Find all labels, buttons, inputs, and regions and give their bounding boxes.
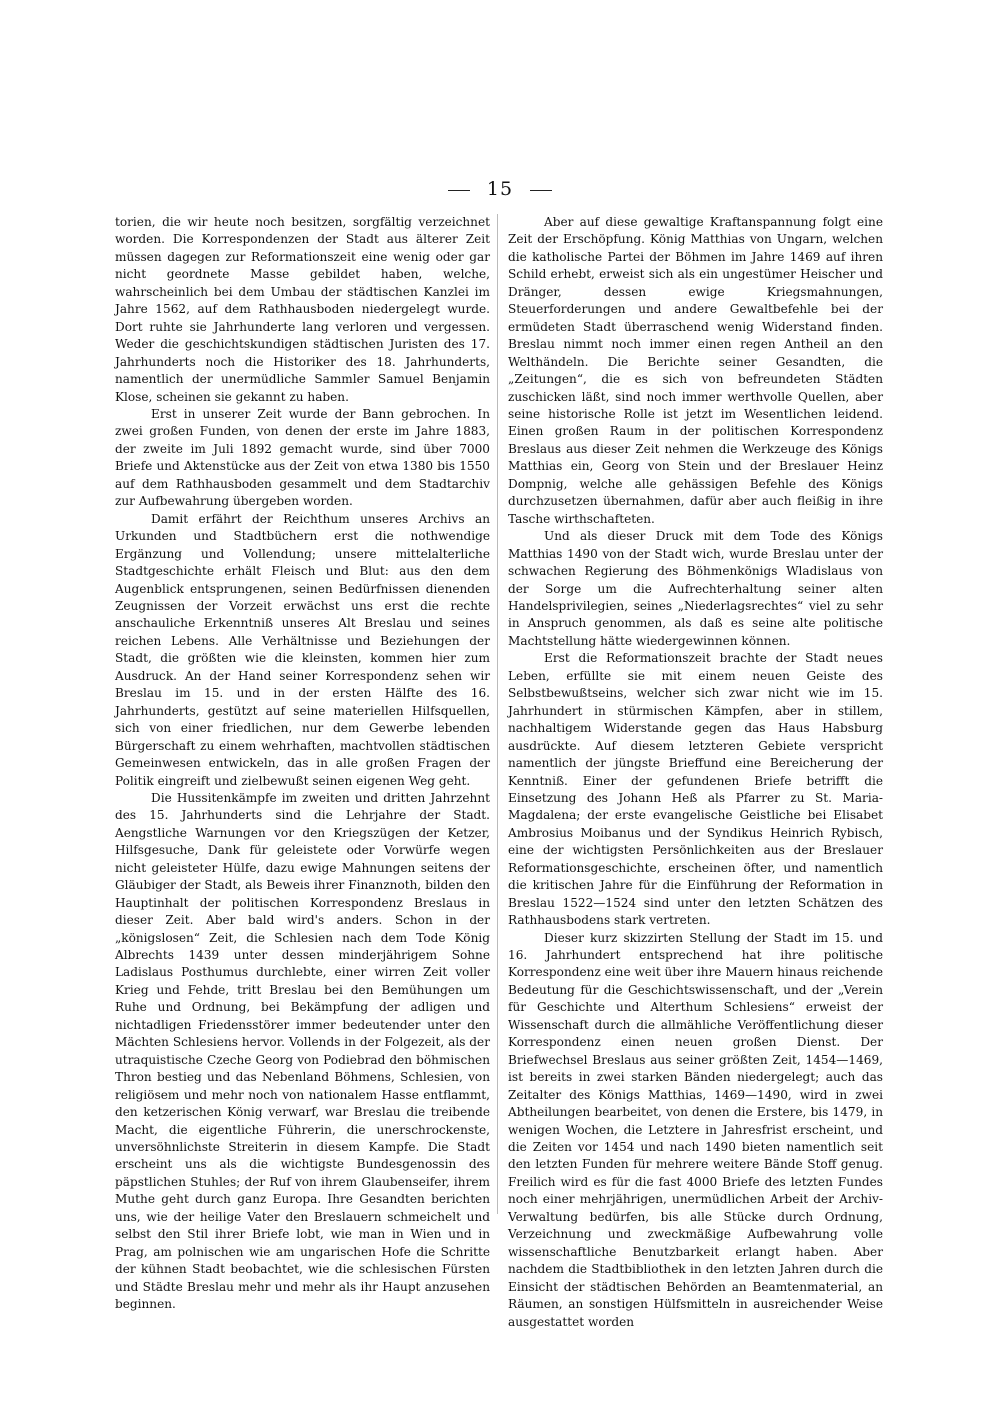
header-dash-right: [530, 190, 552, 191]
paragraph: Erst die Reformationszeit brachte der Stadt neues Leben, erfüllte sie mit einem neuen Geiste des Selbstbewußtseins, welcher sich zwar nicht wie im 15. Jahrhundert in stürmischen Kämpfen, aber in stillem, nachhaltigem Widerstande gegen das Haus Habsburg ausdrückte. Auf diesem letzteren Gebiete verspricht namentlich der jüngste Brieffund eine Bereicherung der Kenntniß. Einer der gefundenen Briefe betrifft die Einsetzung des Johann Heß als Pfarrer zu St. Maria-Magdalena; der erste evangelische Geistliche bei Elisabet Ambrosius Moibanus und der Syndikus Heinrich Rybisch, eine der wichtigsten Persönlichkeiten aus der Breslauer Reformationsgeschichte, erscheinen öfter, und namentlich die kritischen Jahre für die Einführung der Reformation in Breslau 1522—1524 sind unter den letzten Schätzen des Rathhausbodens stark vertreten.: [508, 651, 883, 928]
header-dash-left: [448, 190, 470, 191]
paragraph: Erst in unserer Zeit wurde der Bann gebrochen. In zwei großen Funden, von denen der erste im Jahre 1883, der zweite im Juli 1892 gemacht wurde, sind über 7000 Briefe und Aktenstücke aus der Zeit von etwa 1380 bis 1550 auf dem Rathhausboden gesammelt und dem Stadtarchiv zur Aufbewahrung übergeben worden.: [115, 406, 490, 509]
right-column: [508, 214, 883, 1331]
paragraph: torien, die wir heute noch besitzen, sorgfältig verzeichnet worden. Die Korrespondenzen der Stadt aus älterer Zeit müssen dagegen zur Reformationszeit eine wenig oder gar nicht geordnete Masse gebildet haben, welche, wahrscheinlich bei dem Umbau der städtischen Kanzlei im Jahre 1562, auf dem Rathhausboden niedergelegt wurde. Dort ruhte sie Jahrhunderte lang verloren und vergessen. Weder die geschichtskundigen städtischen Juristen des 17. Jahrhunderts noch die Historiker des 18. Jahrhunderts, namentlich der unermüdliche Sammler Samuel Benjamin Klose, scheinen sie gekannt zu haben.: [115, 215, 490, 404]
column-divider: [497, 214, 498, 1214]
paragraph: Damit erfährt der Reichthum unseres Archivs an Urkunden und Stadtbüchern erst die nothwendige Ergänzung und Vollendung; unsere mittelalterliche Stadtgeschichte erhält Fleisch und Blut: aus den dem Augenblick entsprungenen, seinen Bedürfnissen dienenden Zeugnissen der Vorzeit erwächst uns erst die rechte anschauliche Erkenntniß unseres Alt Breslau und seines reichen Lebens. Alle Verhältnisse und Beziehungen der Stadt, die größten wie die kleinsten, kommen hier zum Ausdruck. An der Hand seiner Korrespondenz sehen wir Breslau im 15. und in der ersten Hälfte des 16. Jahrhunderts, gestützt auf seine materiellen Hilfsquellen, sich von einer friedlichen, nur dem Gewerbe lebenden Bürgerschaft zu einem wehrhaften, machtvollen städtischen Gemeinwesen entwickeln, das in alle großen Fragen der Politik eingreift und zielbewußt seinen eigenen Weg geht.: [115, 511, 490, 788]
page-number: 15: [486, 178, 514, 200]
paragraph: Die Hussitenkämpfe im zweiten und dritten Jahrzehnt des 15. Jahrhunderts sind die Lehrjahre der Stadt. Aengstliche Warnungen vor den Kriegszügen der Ketzer, Hilfsgesuche, Dank für geleistete oder Vorwürfe wegen nicht geleisteter Hülfe, dazu ewige Mahnungen seitens der Gläubiger der Stadt, als Beweis ihrer Finanznoth, bilden den Hauptinhalt der politischen Korrespondenz Breslaus in dieser Zeit. Aber bald wird's anders. Schon in der „königslosen“ Zeit, die Schlesien nach dem Tode König Albrechts 1439 unter dessen minderjährigem Sohne Ladislaus Posthumus durchlebte, einer wirren Zeit voller Krieg und Fehde, tritt Breslau bei den Bemühungen um Ruhe und Ordnung, bei Bekämpfung der adligen und nichtadligen Friedensstörer immer bedeutender unter den Mächten Schlesiens hervor. Vollends in der Folgezeit, als der utraquistische Czeche Georg von Podiebrad den böhmischen Thron bestieg und das Nebenland Böhmens, Schlesien, von religiösem und mehr noch von nationalem Hasse entflammt, den ketzerischen König verwarf, war Breslau die treibende Macht, die eigentliche Führerin, die unerschrockenste, unversöhnlichste Streiterin in diesem Kampfe. Die Stadt erscheint uns als die wichtigste Bundesgenossin des päpstlichen Stuhles; der Ruf von ihrem Glaubenseifer, ihrem Muthe geht durch ganz Europa. Ihre Gesandten berichten uns, wie der heilige Vater den Breslauern schmeichelt und selbst den Stil ihrer Briefe lobt, wie man in Wien und in Prag, am polnischen wie am ungarischen Hofe die Schritte der kühnen Stadt beobachtet, wie die schlesischen Fürsten und Städte Breslau mehr und mehr als ihr Haupt anzusehen beginnen.: [115, 790, 490, 1312]
paragraph: Und als dieser Druck mit dem Tode des Königs Matthias 1490 von der Stadt wich, wurde Breslau unter der schwachen Regierung des Böhmenkönigs Wladislaus von der Sorge um die Aufrechterhaltung seiner alten Handelsprivilegien, seines „Niederlagsrechtes“ viel zu sehr in Anspruch genommen, als daß es seine alte politische Machtstellung hätte wiedergewinnen können.: [508, 529, 883, 648]
paragraph: Aber auf diese gewaltige Kraftanspannung folgt eine Zeit der Erschöpfung. König Matthias von Ungarn, welchen die katholische Partei der Böhmen im Jahre 1469 auf ihren Schild erhebt, erweist sich als ein ungestümer Heischer und Dränger, dessen ewige Kriegsmahnungen, Steuerforderungen und andere Gewaltbefehle bei der ermüdeten Stadt überraschend wenig Widerstand finden. Breslau nimmt noch immer einen regen Antheil an den Welthändeln. Die Berichte seiner Gesandten, die „Zeitungen“, die es sich von befreundeten Städten zuschicken läßt, sind noch immer werthvolle Quellen, aber seine historische Rolle ist jetzt im Wesentlichen leidend. Einen großen Raum in der politischen Korrespondenz Breslaus aus dieser Zeit nehmen die Werkzeuge des Königs Matthias ein, Georg von Stein und der Breslauer Heinz Dompnig, welche alle gehässigen Befehle des Königs durchzusetzen übernahmen, dafür aber auch fleißig in ihre Tasche wirthschafteten.: [508, 215, 883, 526]
paragraph: Dieser kurz skizzirten Stellung der Stadt im 15. und 16. Jahrhundert entsprechend hat ihre politische Korrespondenz eine weit über ihre Mauern hinaus reichende Bedeutung für die Geschichtswissenschaft, und der „Verein für Geschichte und Alterthum Schlesiens“ erweist der Wissenschaft durch die allmähliche Veröffentlichung dieser Korrespondenz einen neuen großen Dienst. Der Briefwechsel Breslaus aus seiner größten Zeit, 1454—1469, ist bereits in zwei starken Bänden niedergelegt; auch das Zeitalter des Königs Matthias, 1469—1490, wird in zwei Abtheilungen bearbeitet, von denen die Erstere, bis 1479, in wenigen Wochen, die Letztere in Jahresfrist erscheint, und die Zeiten vor 1454 und nach 1490 bieten namentlich seit den letzten Funden für mehrere weitere Bände Stoff genug. Freilich wird es für die fast 4000 Briefe des letzten Fundes noch einer mehrjährigen, unermüdlichen Arbeit der Archiv-Verwaltung bedürfen, bis alle Stücke durch Ordnung, Verzeichnung und zweckmäßige Aufbewahrung volle wissenschaftliche Benutzbarkeit erlangt haben. Aber nachdem die Stadtbibliothek in den letzten Jahren durch die Einsicht der städtischen Behörden an Beamtenmaterial, an Räumen, an sonstigen Hülfsmitteln in ausreichender Weise ausgestattet worden: [508, 930, 883, 1329]
left-column: [115, 214, 490, 1314]
page-header: [0, 178, 1000, 200]
